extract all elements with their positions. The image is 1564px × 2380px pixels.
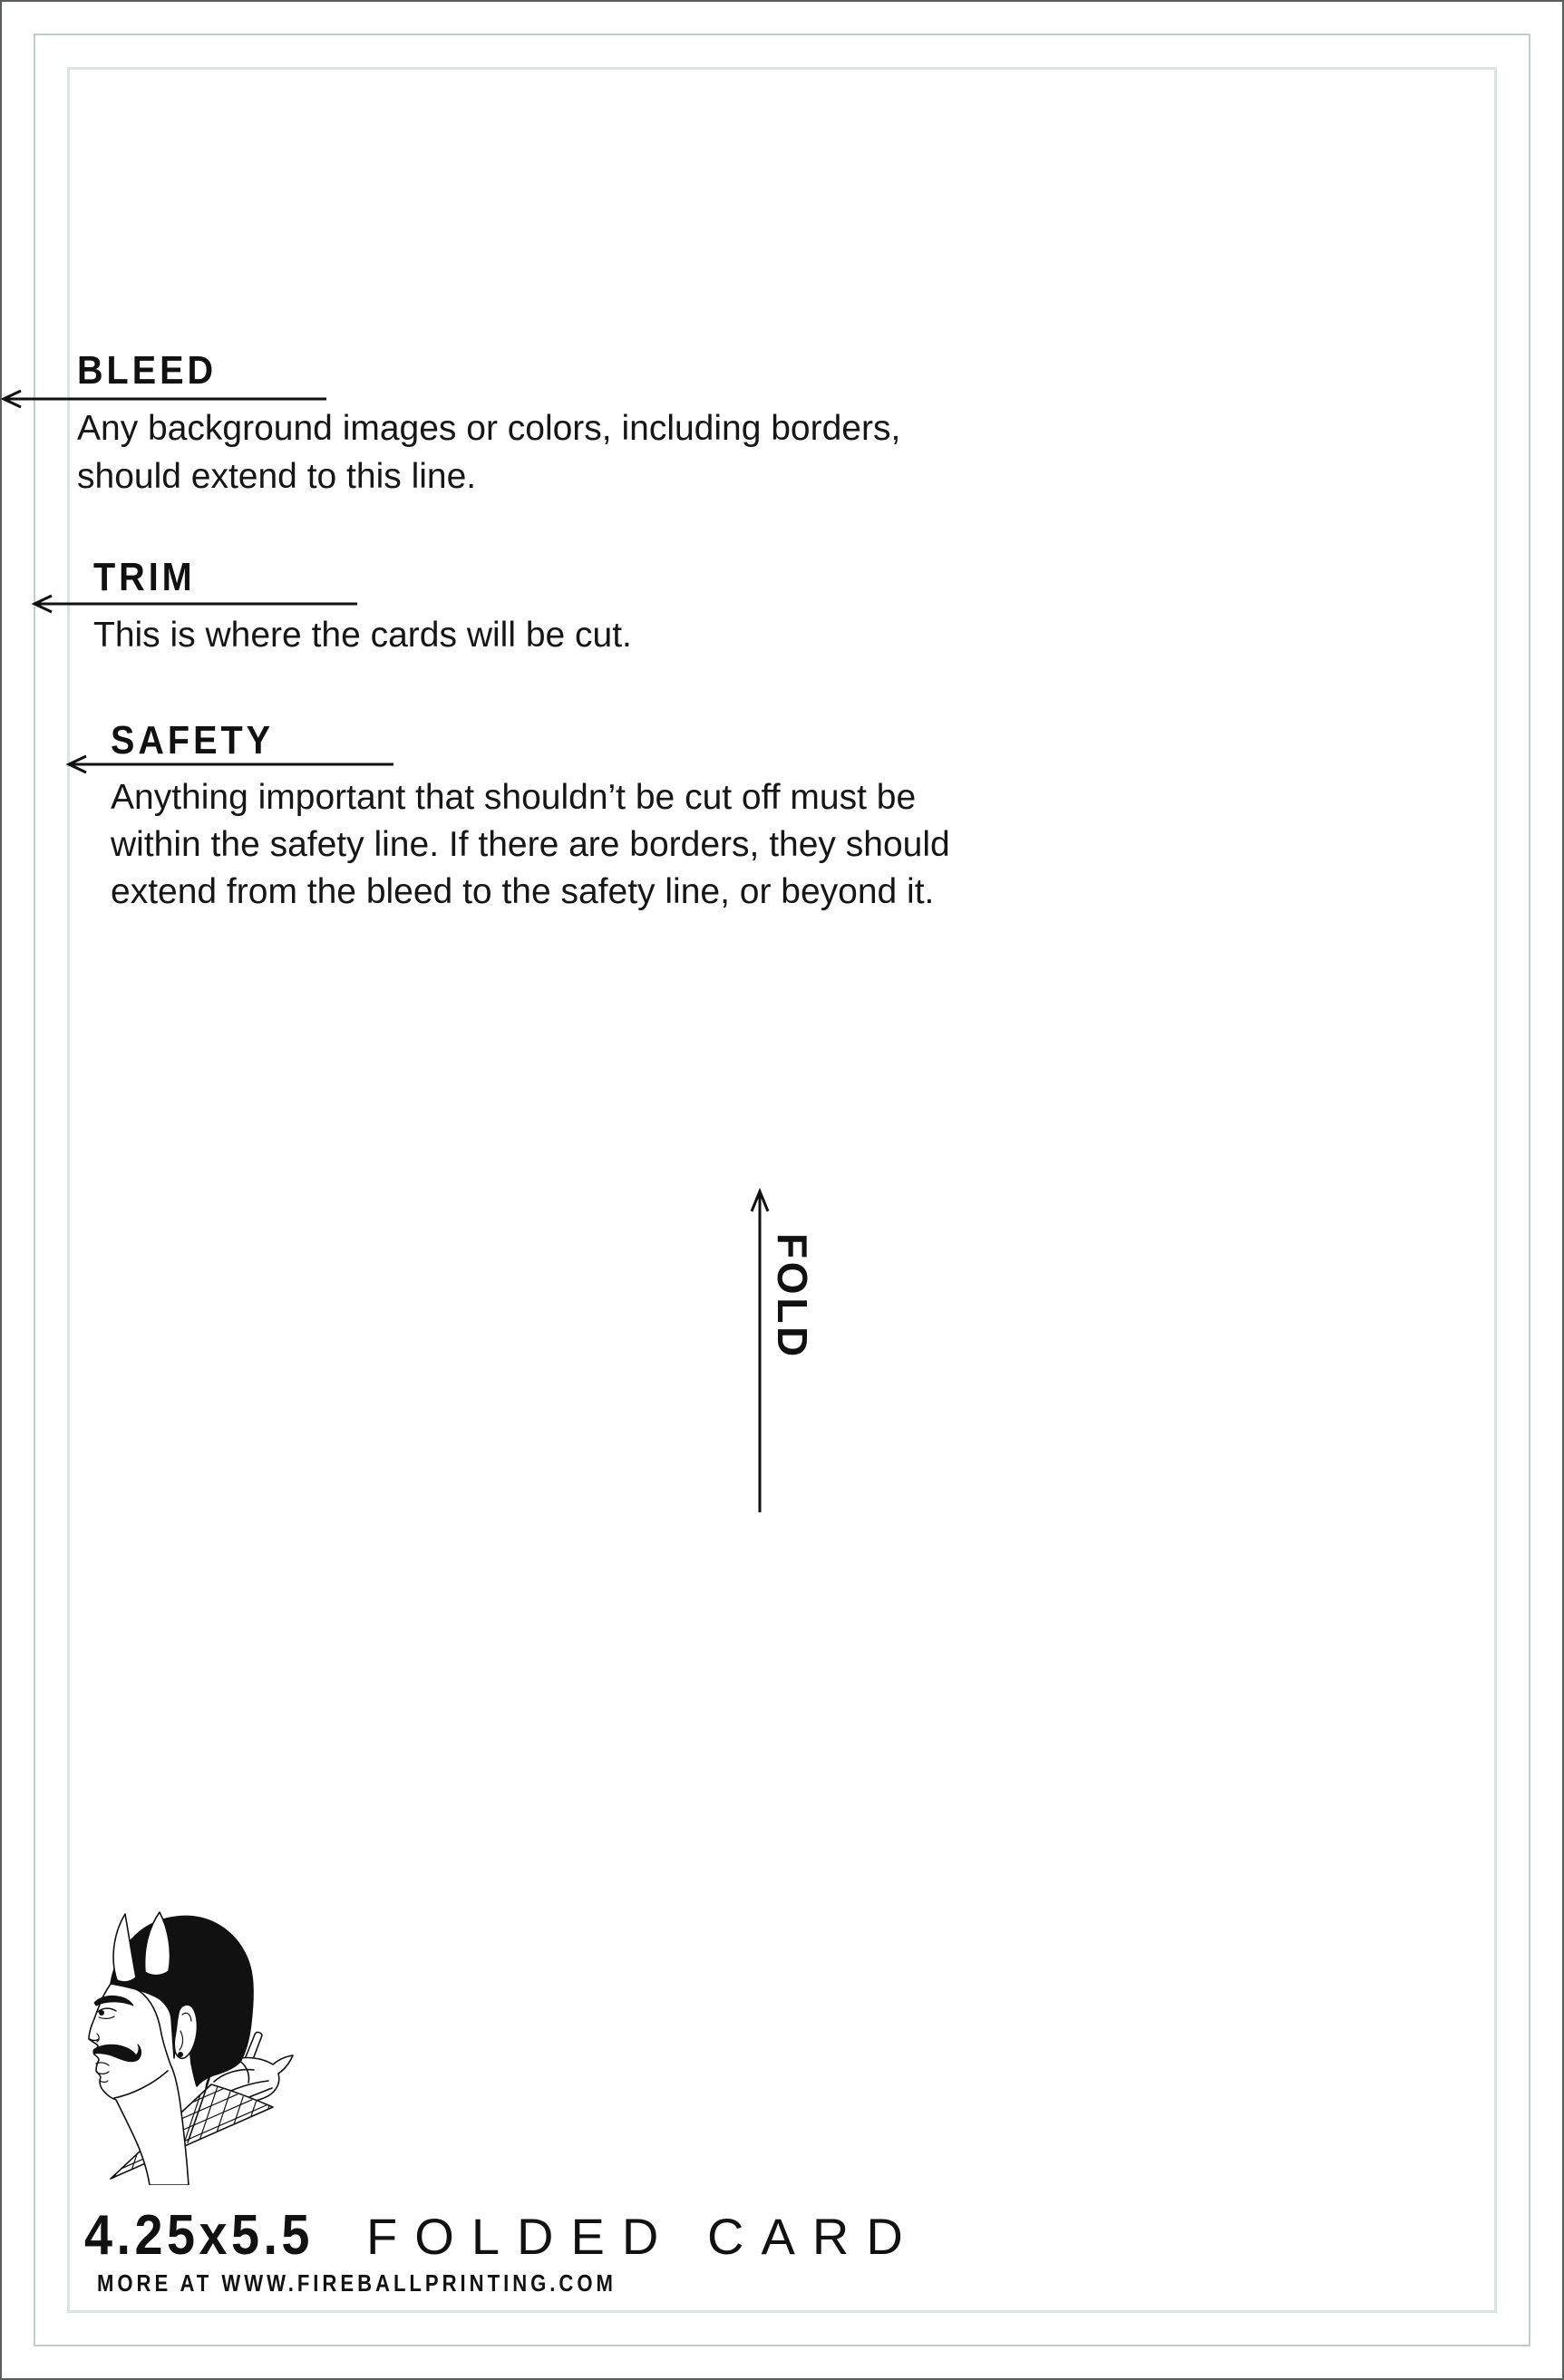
- safety-description-line: Anything important that shouldn’t be cut off must be: [111, 778, 917, 817]
- trim-description-line: This is where the cards will be cut.: [93, 616, 632, 655]
- product-type-label: FOLDED CARD: [366, 2208, 920, 2265]
- bleed-description-line: should extend to this line.: [77, 457, 477, 496]
- eye-pupil: [99, 2010, 104, 2016]
- safety-description: [111, 774, 950, 916]
- devil-head-firecracker-logo-icon: [86, 1904, 295, 2185]
- safety-heading: SAFETY: [111, 718, 274, 763]
- earring: [178, 2052, 183, 2057]
- product-size-label: 4.25x5.5: [84, 2204, 314, 2267]
- trim-heading: TRIM: [93, 555, 196, 599]
- fold-label: FOLD: [769, 1233, 816, 1360]
- trim-description: [93, 617, 632, 653]
- bleed-description: [77, 404, 900, 500]
- bleed-heading: BLEED: [77, 348, 218, 393]
- bleed-description-line: Any background images or colors, including borders,: [77, 409, 901, 448]
- footer-website-note: MORE AT WWW.FIREBALLPRINTING.COM: [97, 2269, 617, 2297]
- safety-description-line: extend from the bleed to the safety line, or beyond it.: [111, 872, 935, 911]
- trim-left-arrow-icon: [31, 591, 359, 617]
- safety-left-arrow-icon: [65, 752, 395, 777]
- footer-title: [84, 2204, 920, 2267]
- safety-description-line: within the safety line. If there are borders, they should: [111, 825, 950, 864]
